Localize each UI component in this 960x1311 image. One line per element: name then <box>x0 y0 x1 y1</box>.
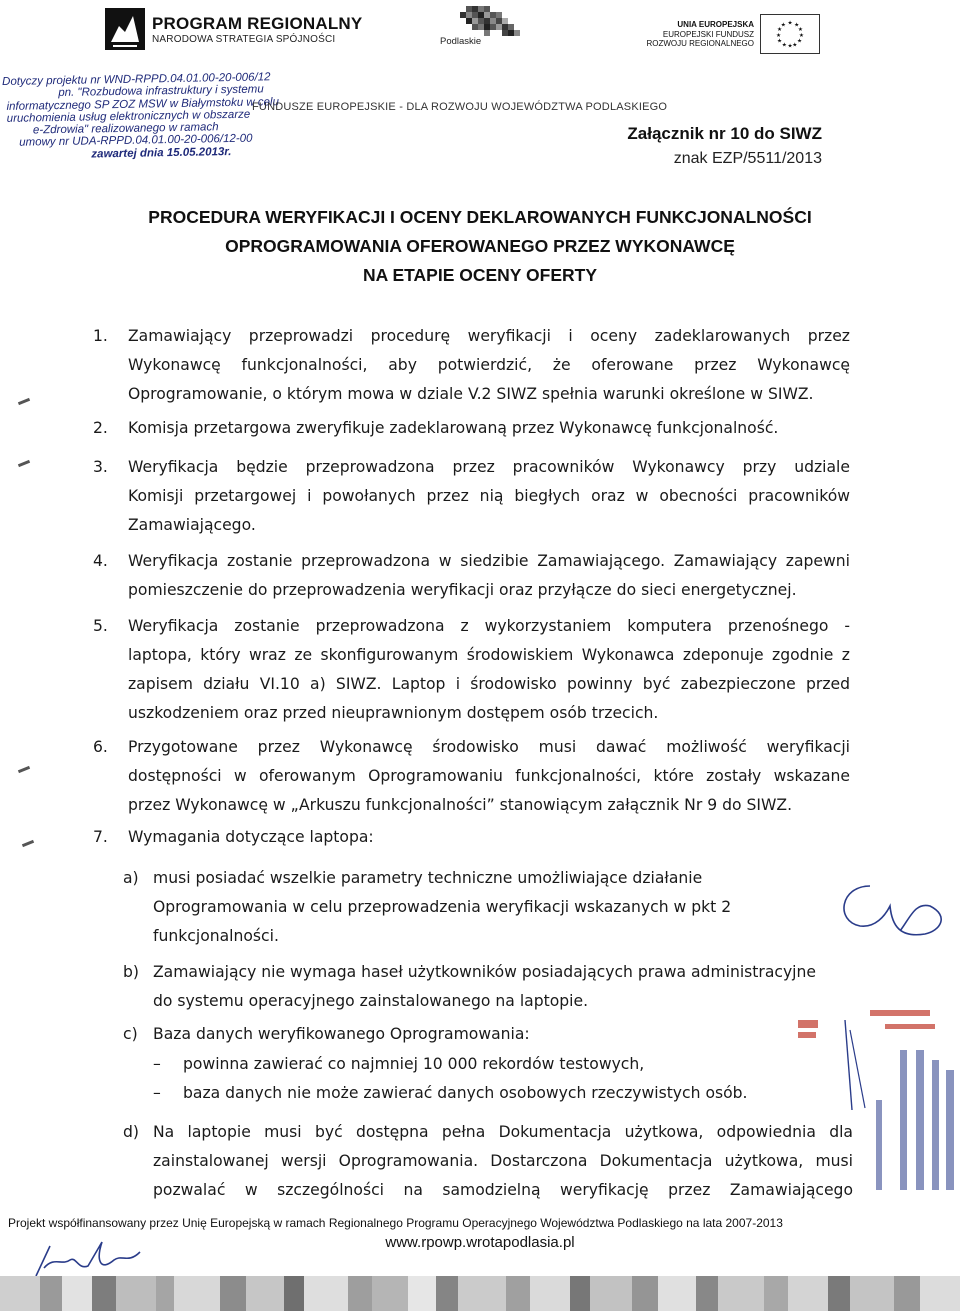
item-number: 3. <box>93 458 108 476</box>
stamp-line: umowy nr UDA-RPPD.04.01.00-20-006/12-00 <box>19 133 253 150</box>
document-title <box>0 203 960 290</box>
svg-text:★: ★ <box>796 38 803 45</box>
dash-item: baza danych nie może zawierać danych osobowych rzeczywistych osób. <box>183 1084 748 1102</box>
subitem-line: Oprogramowania w celu przeprowadzenia weryfikacji wskazanych w pkt 2 <box>153 898 732 916</box>
margin-mark <box>18 398 30 405</box>
subitem-line: do systemu operacyjnego zainstalowanego na laptopie. <box>153 992 589 1010</box>
list-item <box>128 453 850 540</box>
item-line: Zamawiającego. <box>128 516 256 534</box>
svg-text:★: ★ <box>776 27 783 34</box>
list-item <box>128 733 850 820</box>
subitem-letter: d) <box>123 1123 139 1141</box>
margin-mark <box>18 766 30 773</box>
item-number: 1. <box>93 327 108 345</box>
item-line: Weryfikacja zostanie przeprowadzona z wykorzystaniem komputera przenośnego - <box>128 617 850 635</box>
svg-text:★: ★ <box>792 42 798 49</box>
item-number: 4. <box>93 552 108 570</box>
eu-line-3: ROZWOJU REGIONALNEGO <box>646 39 754 48</box>
subitem-letter: c) <box>123 1025 138 1043</box>
subitem-line: Na laptopie musi być dostępna pełna Dokumentacja użytkowa, odpowiednia dla <box>153 1123 853 1141</box>
item-line: przez Wykonawcę w „Arkuszu funkcjonalności” stanowiącym załącznik Nr 9 do SIWZ. <box>128 796 793 814</box>
eu-flag-icon <box>760 14 820 54</box>
eu-line-1: UNIA EUROPEJSKA <box>677 20 754 29</box>
dash-bullet: – <box>153 1055 161 1073</box>
item-line: Oprogramowanie, o którym mowa w dziale V.2 SIWZ spełnia warunki określone w SIWZ. <box>128 385 814 403</box>
item-number: 7. <box>93 828 108 846</box>
sub-list-item <box>153 1118 853 1205</box>
subitem-line: zainstalowanej wersji Oprogramowania. Dostarczona Dokumentacja użytkowa, musi <box>153 1152 853 1170</box>
program-logo-icon <box>105 8 145 50</box>
stamp-line: pn. "Rozbudowa infrastruktury i systemu <box>58 83 264 100</box>
item-line: uszkodzeniem oraz przed nieuprawnionym dostępem osób trzecich. <box>128 704 659 722</box>
stamp-line: uruchomienia usług elektronicznych w obszarze <box>6 108 251 125</box>
item-line: Zamawiający przeprowadzi procedurę weryfikacji i oceny zadeklarowanych przez <box>128 327 850 345</box>
eu-fund-label <box>646 20 754 49</box>
sub-list-item <box>153 864 853 951</box>
subitem-letter: b) <box>123 963 139 981</box>
item-line: laptopa, który wraz ze skonfigurowanym środowiskiem Wykonawca zdeponuje zgodnie z <box>128 646 850 664</box>
svg-text:★: ★ <box>780 22 786 29</box>
item-number: 2. <box>93 419 108 437</box>
list-item <box>128 414 850 443</box>
title-line: NA ETAPIE OCENY OFERTY <box>362 265 597 285</box>
list-item <box>128 547 850 605</box>
margin-mark <box>22 840 34 847</box>
footer-pattern <box>0 1276 960 1311</box>
dash-bullet: – <box>153 1084 161 1102</box>
stamp-line: zawartej dnia 15.05.2013r. <box>91 145 232 161</box>
subitem-line: pozwalać w szczególności na samodzielną weryfikację przez Zamawiającego <box>153 1181 853 1199</box>
subitem-line: Zamawiający nie wymaga haseł użytkowników posiadających prawa administracyjne <box>153 963 816 981</box>
subitem-line: funkcjonalności. <box>153 927 279 945</box>
item-line: pomieszczenie do przeprowadzenia weryfikacji oraz przyłącze do sieci energetycznej. <box>128 581 797 599</box>
svg-text:★: ★ <box>776 32 782 39</box>
footer-cofinancing: Projekt współfinansowany przez Unię Europejską w ramach Regionalnego Programu Operacyjnego Województwa Podlaskiego na lata 2007-2013 <box>8 1216 783 1230</box>
program-subtitle: NARODOWA STRATEGIA SPÓJNOŚCI <box>152 34 336 45</box>
item-line: dostępności w oferowanym Oprogramowaniu funkcjonalności, które zostały wskazane <box>128 767 850 785</box>
footer-url: www.rpowp.wrotapodlasia.pl <box>385 1234 575 1251</box>
item-line: Komisji przetargowej i powołanych przez nią biegłych oraz w obecności pracowników <box>128 487 850 505</box>
item-line: Wymagania dotyczące laptopa: <box>128 828 374 846</box>
item-line: Przygotowane przez Wykonawcę środowisko musi dawać możliwość weryfikacji <box>128 738 850 756</box>
svg-text:★: ★ <box>776 38 783 45</box>
dash-item: powinna zawierać co najmniej 10 000 rekordów testowych, <box>183 1055 645 1073</box>
list-item <box>128 612 850 728</box>
svg-text:★: ★ <box>798 32 804 39</box>
item-line: Weryfikacja będzie przeprowadzona przez pracowników Wykonawcy przy udziale <box>128 458 850 476</box>
subitem-letter: a) <box>123 869 139 887</box>
attachment-label: Załącznik nr 10 do SIWZ <box>627 124 822 143</box>
region-label: Podlaskie <box>440 36 482 47</box>
signature-mark <box>830 876 960 946</box>
svg-text:★: ★ <box>781 42 787 49</box>
subitem-line: musi posiadać wszelkie parametry techniczne umożliwiające działanie <box>153 869 703 887</box>
subitem-line: Baza danych weryfikowanego Oprogramowania: <box>153 1025 530 1043</box>
sub-list-item <box>153 958 853 1016</box>
svg-text:★: ★ <box>787 43 793 50</box>
official-seal-mark <box>790 990 960 1220</box>
margin-mark <box>18 460 30 467</box>
list-item <box>128 823 850 852</box>
sub-list-item <box>153 1020 853 1049</box>
item-line: zapisem działu VI.10 a) SIWZ. Laptop i środowisko powinny być zabezpieczone przed <box>128 675 850 693</box>
stamp-line: informatycznego SP ZOZ MSW w Białymstoku w celu <box>6 95 280 113</box>
item-line: Weryfikacja zostanie przeprowadzona w siedzibie Zamawiającego. Zamawiający zapewni <box>128 552 850 570</box>
eu-line-2: EUROPEJSKI FUNDUSZ <box>662 29 754 39</box>
item-number: 5. <box>93 617 108 635</box>
stamp-line: e-Zdrowia" realizowanego w ramach <box>32 121 219 137</box>
reference-number: znak EZP/5511/2013 <box>673 150 822 167</box>
stamp-line: Dotyczy projektu nr WND-RPPD.04.01.00-20-006/12 <box>2 71 271 88</box>
title-line: PROCEDURA WERYFIKACJI I OCENY DEKLAROWANYCH FUNKCJONALNOŚCI <box>148 207 812 227</box>
item-number: 6. <box>93 738 108 756</box>
project-stamp <box>2 71 278 162</box>
fund-line: FUNDUSZE EUROPEJSKIE - DLA ROZWOJU WOJEWÓDZTWA PODLASKIEGO <box>252 101 668 113</box>
title-line: OPROGRAMOWANIA OFEROWANEGO PRZEZ WYKONAWCĘ <box>225 236 735 256</box>
svg-text:★: ★ <box>787 20 793 27</box>
svg-text:★: ★ <box>794 22 800 29</box>
item-line: Komisja przetargowa zweryfikuje zadeklarowaną przez Wykonawcę funkcjonalność. <box>128 419 779 437</box>
list-item <box>128 322 850 409</box>
svg-text:★: ★ <box>797 27 804 34</box>
item-line: Wykonawcę funkcjonalności, aby potwierdzić, że oferowane przez Wykonawcę <box>128 356 850 374</box>
program-title: PROGRAM REGIONALNY <box>152 14 363 33</box>
